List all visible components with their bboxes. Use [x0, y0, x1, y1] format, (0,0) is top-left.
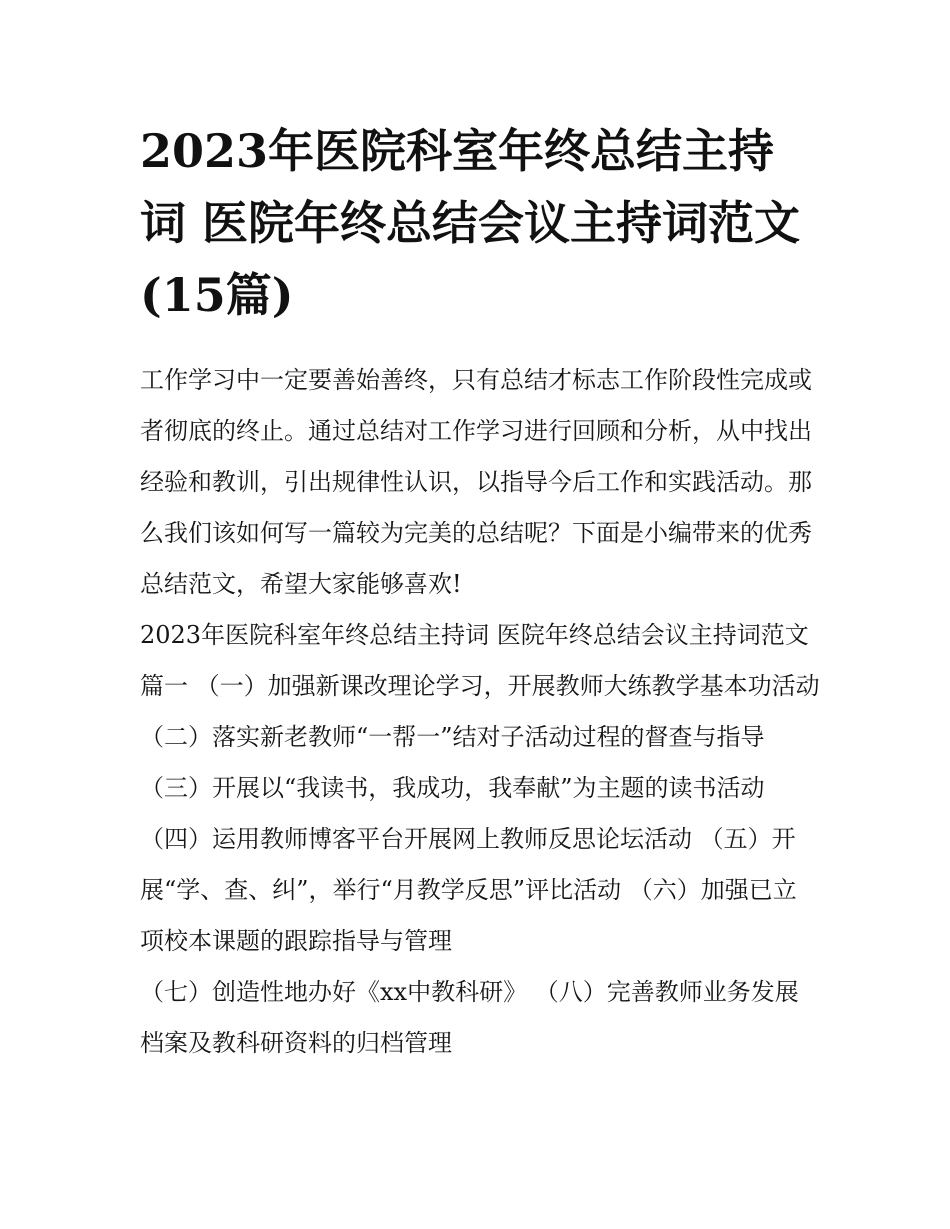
list-item-3: （三）开展以“我读书，我成功，我奉献”为主题的读书活动 [140, 774, 765, 802]
section-paragraph: 2023年医院科室年终总结主持词 医院年终总结会议主持词范文篇一 （一）加强新课改理论学习，开展教师大练教学基本功活动 [140, 621, 820, 700]
list-item-4-6: （四）运用教师博客平台开展网上教师反思论坛活动 （五）开展“学、查、纠”，举行“月教学反思”评比活动 （六）加强已立项校本课题的跟踪指导与管理 [140, 825, 797, 955]
list-item-7-8: （七）创造性地办好《xx中教科研》 （八）完善教师业务发展档案及教科研资料的归档管理 [140, 978, 799, 1057]
document-title: 2023年医院科室年终总结主持词 医院年终总结会议主持词范文(15篇) [140, 124, 801, 322]
document-body [140, 355, 820, 1069]
list-item-2: （二）落实新老教师“一帮一”结对子活动过程的督查与指导 [140, 723, 765, 751]
intro-paragraph: 工作学习中一定要善始善终，只有总结才标志工作阶段性完成或者彻底的终止。通过总结对工作学习进行回顾和分析，从中找出经验和教训，引出规律性认识，以指导今后工作和实践活动。那么我们该如何写一篇较为完美的总结呢？下面是小编带来的优秀总结范文，希望大家能够喜欢! [140, 366, 812, 598]
